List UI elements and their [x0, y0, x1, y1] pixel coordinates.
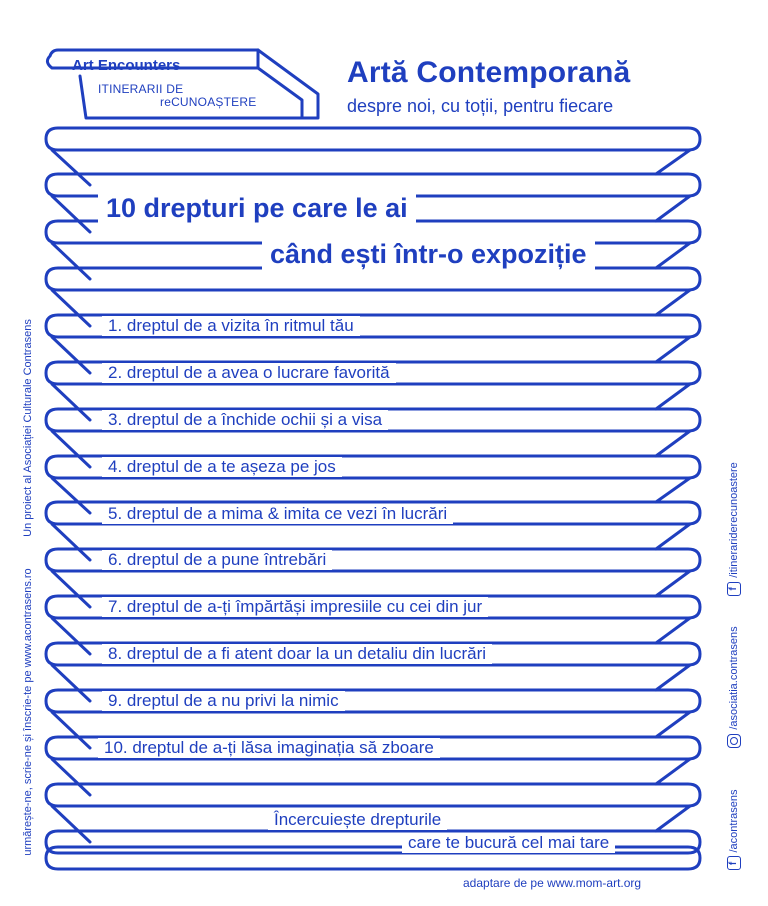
social-facebook-page[interactable] [727, 454, 741, 604]
right-item-3: 3. dreptul de a închide ochii și a visa [102, 410, 388, 430]
right-item-2: 2. dreptul de a avea o lucrare favorită [102, 363, 396, 383]
ribbon-fold-right-4 [656, 290, 690, 315]
ribbon-fold-left-14 [52, 759, 90, 795]
right-item-7: 7. dreptul de a-ți împărtăși impresiile cu cei din jur [102, 597, 488, 617]
ribbon-fold-left-3 [52, 243, 90, 279]
social-facebook-page-handle: /itinerariderecunoastere [728, 462, 740, 578]
credit-text: adaptare de pe www.mom-art.org [463, 876, 642, 890]
logo-title: Art Encounters [72, 57, 181, 74]
ribbon-fold-right-8 [656, 478, 690, 502]
social-facebook[interactable] [727, 775, 741, 885]
ribbon-fold-right-13 [656, 712, 690, 737]
right-item-5: 5. dreptul de a mima & imita ce vezi în lucrări [102, 504, 453, 524]
right-item-1: 1. dreptul de a vizita în ritmul tău [102, 316, 360, 336]
logo-line-1: ITINERARII DE [98, 82, 184, 96]
ribbon-fold-left-15 [52, 806, 90, 842]
footer-line-2: care te bucură cel mai tare [402, 833, 615, 853]
ribbon-fold-left-2 [52, 196, 90, 232]
ribbon-fold-right-14 [656, 759, 690, 784]
ribbon-fold-left-4 [52, 290, 90, 326]
ribbon-fold-left-5 [52, 337, 90, 373]
side-text-project: Un proiect al Asociației Culturale Contrasens [22, 319, 34, 537]
ribbon-fold-left-6 [52, 384, 90, 420]
facebook-icon: f [727, 857, 741, 871]
footer-line-1: Încercuiește drepturile [268, 810, 447, 830]
ribbon-fold-right-9 [656, 524, 690, 549]
ribbon-fold-left-7 [52, 431, 90, 467]
ribbon-band-4 [46, 268, 700, 290]
right-item-4: 4. dreptul de a te așeza pe jos [102, 457, 342, 477]
ribbon-fold-right-1 [656, 150, 690, 174]
ribbon-fold-left-1 [52, 150, 90, 185]
social-facebook-handle: /acontrasens [728, 789, 740, 853]
ribbon-fold-right-15 [656, 806, 690, 831]
ribbon-fold-left-8 [52, 478, 90, 513]
ribbon-band-1 [46, 128, 700, 150]
ribbon-band-15 [46, 784, 700, 806]
right-item-9: 9. dreptul de a nu privi la nimic [102, 691, 345, 711]
ribbon-fold-left-11 [52, 618, 90, 654]
right-item-8: 8. dreptul de a fi atent doar la un detaliu din lucrări [102, 644, 492, 664]
ribbon-fold-left-9 [52, 524, 90, 560]
page-title: Artă Contemporană [347, 56, 631, 89]
social-instagram[interactable] [727, 617, 741, 757]
headline-line-1: 10 drepturi pe care le ai [98, 193, 416, 224]
ribbon-fold-left-13 [52, 712, 90, 748]
right-item-6: 6. dreptul de a pune întrebări [102, 550, 332, 570]
ribbon-fold-left-12 [52, 665, 90, 701]
headline-line-2: când ești într-o expoziție [262, 239, 595, 270]
ribbon-fold-right-12 [656, 665, 690, 690]
ribbon-fold-right-10 [656, 571, 690, 596]
ribbon-fold-right-5 [656, 337, 690, 362]
logo-line-2: reCUNOAȘTERE [160, 95, 257, 109]
ribbon-fold-left-10 [52, 571, 90, 607]
ribbon-fold-right-2 [656, 196, 690, 221]
ribbon-fold-right-6 [656, 384, 690, 409]
page-subtitle: despre noi, cu toții, pentru fiecare [347, 96, 614, 116]
ribbon-fold-right-3 [656, 243, 690, 268]
right-item-10: 10. dreptul de a-ți lăsa imaginația să zboare [98, 738, 440, 758]
ribbon-fold-right-11 [656, 618, 690, 643]
side-text-website: urmărește-ne, scrie-ne și înscrie-te pe www.acontrasens.ro [22, 568, 34, 856]
facebook-icon: f [727, 582, 741, 596]
ribbon-fold-right-7 [656, 431, 690, 456]
social-instagram-handle: /asociatia.contrasens [728, 626, 740, 730]
instagram-icon [727, 734, 741, 748]
